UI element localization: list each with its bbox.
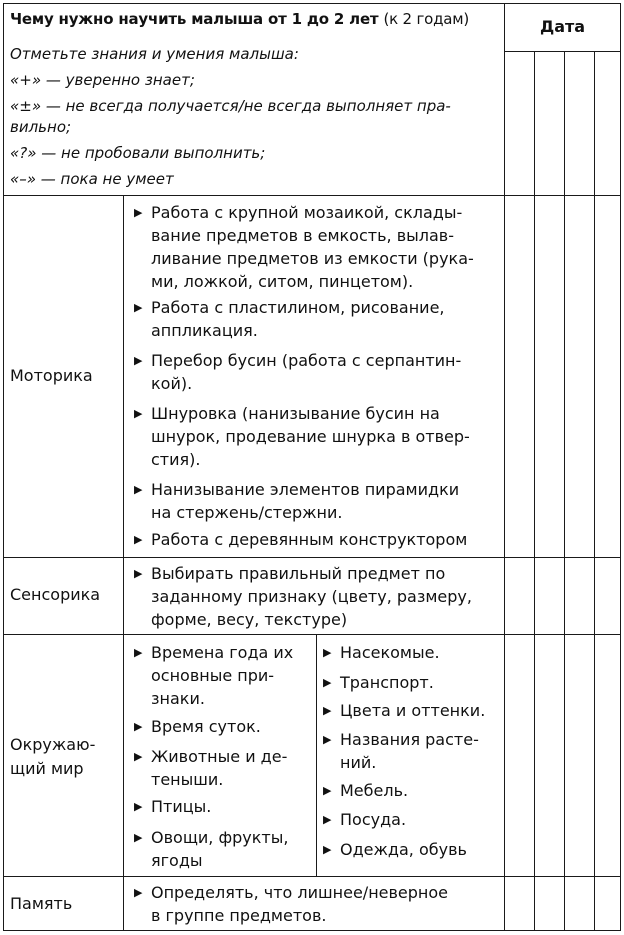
date-header: Дата <box>539 17 586 36</box>
list-item <box>134 296 445 342</box>
bullet-triangle-icon: ▶ <box>134 206 143 219</box>
list-item <box>134 795 212 818</box>
subcolumn-divider <box>316 634 317 877</box>
legend-plusminus: «±» — не всегда получается/не всегда выполняет пра- <box>10 97 451 115</box>
list-item-text: Транспорт. <box>340 673 434 692</box>
list-item <box>134 478 460 524</box>
list-item-text: основные при- <box>151 666 275 685</box>
legend-plusminus-cont: вильно; <box>10 118 72 136</box>
bullet-triangle-icon: ▶ <box>134 301 143 314</box>
list-item <box>134 402 470 471</box>
row-divider <box>3 876 621 877</box>
table-border-right <box>620 3 621 931</box>
list-item-text: теныши. <box>151 770 224 789</box>
bullet-triangle-icon: ▶ <box>323 704 332 717</box>
row-divider <box>3 557 621 558</box>
list-item-text: Времена года их <box>151 643 294 662</box>
bullet-triangle-icon: ▶ <box>323 676 332 689</box>
category-world-line2: щий мир <box>10 759 84 778</box>
list-item-text: форме, весу, текстуре) <box>151 610 348 629</box>
bullet-triangle-icon: ▶ <box>134 354 143 367</box>
bullet-triangle-icon: ▶ <box>323 784 332 797</box>
legend-plus: «+» — уверенно знает; <box>10 71 195 89</box>
category-sensory: Сенсорика <box>10 585 101 604</box>
legend-question: «?» — не пробовали выполнить; <box>10 144 266 162</box>
bullet-triangle-icon: ▶ <box>134 886 143 899</box>
list-item-text: заданному признаку (цвету, размеру, <box>151 587 472 606</box>
table-border-left <box>3 3 4 931</box>
list-item-text: Определять, что лишнее/неверное <box>151 883 449 902</box>
category-column-divider <box>123 195 124 931</box>
list-item-text: Цвета и оттенки. <box>340 701 486 720</box>
table-border-bottom <box>3 930 621 931</box>
list-item-text: на стержень/стержни. <box>151 503 343 522</box>
list-item <box>134 641 294 710</box>
list-item-text: стия). <box>151 450 201 469</box>
list-item-text: Овощи, фрукты, <box>151 828 289 847</box>
list-item-text: Работа с пластилином, рисование, <box>151 298 445 317</box>
list-item-text: Названия расте- <box>340 730 479 749</box>
list-item-text: в группе предметов. <box>151 906 327 925</box>
list-item-text: Перебор бусин (работа с серпантин- <box>151 351 462 370</box>
date-column-divider <box>564 51 565 931</box>
list-item-text: Мебель. <box>340 781 409 800</box>
date-column-divider <box>504 3 505 931</box>
list-item <box>134 715 261 738</box>
list-item-text: Время суток. <box>151 717 261 736</box>
bullet-triangle-icon: ▶ <box>134 720 143 733</box>
list-item <box>323 728 479 774</box>
list-item-text: Работа с крупной мозаикой, склады- <box>151 203 463 222</box>
list-item-text: аппликация. <box>151 321 258 340</box>
bullet-triangle-icon: ▶ <box>134 567 143 580</box>
list-item-text: знаки. <box>151 689 205 708</box>
bullet-triangle-icon: ▶ <box>134 831 143 844</box>
instructions-text: Отметьте знания и умения малыша: <box>10 45 299 63</box>
list-item <box>323 641 440 664</box>
list-item <box>323 671 434 694</box>
header-title <box>10 10 469 28</box>
list-item <box>134 826 289 872</box>
list-item-text: кой). <box>151 374 193 393</box>
list-item-text: шнурок, продевание шнурка в отвер- <box>151 427 470 446</box>
title-bold: Чему нужно научить малыша от 1 до 2 лет <box>10 10 379 28</box>
bullet-triangle-icon: ▶ <box>323 843 332 856</box>
date-column-divider <box>594 51 595 931</box>
list-item <box>323 699 486 722</box>
bullet-triangle-icon: ▶ <box>134 407 143 420</box>
bullet-triangle-icon: ▶ <box>134 750 143 763</box>
list-item-text: Птицы. <box>151 797 212 816</box>
category-memory: Память <box>10 894 73 913</box>
category-motor: Моторика <box>10 366 93 385</box>
list-item-text: ягоды <box>151 851 203 870</box>
bullet-triangle-icon: ▶ <box>134 483 143 496</box>
list-item <box>134 201 474 293</box>
list-item <box>134 881 449 927</box>
list-item-text: Выбирать правильный предмет по <box>151 564 446 583</box>
list-item-text: Животные и де- <box>151 747 288 766</box>
list-item-text: Работа с деревянным конструктором <box>151 530 468 549</box>
list-item-text: ливание предметов из емкости (рука- <box>151 249 474 268</box>
bullet-triangle-icon: ▶ <box>134 533 143 546</box>
bullet-triangle-icon: ▶ <box>323 733 332 746</box>
list-item-text: Насекомые. <box>340 643 440 662</box>
legend-minus: «–» — пока не умеет <box>10 170 174 188</box>
list-item <box>323 779 409 802</box>
list-item-text: вание предметов в емкость, вылав- <box>151 226 454 245</box>
date-header-divider <box>504 51 621 52</box>
list-item <box>323 838 467 861</box>
category-world-line1: Окружаю- <box>10 735 96 754</box>
list-item <box>134 745 288 791</box>
bullet-triangle-icon: ▶ <box>134 646 143 659</box>
row-divider <box>3 195 621 196</box>
date-column-divider <box>534 51 535 931</box>
list-item <box>134 562 472 631</box>
list-item-text: Одежда, обувь <box>340 840 467 859</box>
row-divider <box>3 634 621 635</box>
list-item-text: Нанизывание элементов пирамидки <box>151 480 460 499</box>
list-item <box>134 349 462 395</box>
list-item-text: Шнуровка (нанизывание бусин на <box>151 404 440 423</box>
table-border-top <box>3 3 621 4</box>
bullet-triangle-icon: ▶ <box>323 646 332 659</box>
title-age: (к 2 годам) <box>383 10 470 28</box>
list-item <box>323 808 407 831</box>
list-item-text: Посуда. <box>340 810 407 829</box>
list-item-text: ми, ложкой, ситом, пинцетом). <box>151 272 414 291</box>
bullet-triangle-icon: ▶ <box>323 813 332 826</box>
list-item-text: ний. <box>340 753 377 772</box>
list-item <box>134 528 468 551</box>
bullet-triangle-icon: ▶ <box>134 800 143 813</box>
